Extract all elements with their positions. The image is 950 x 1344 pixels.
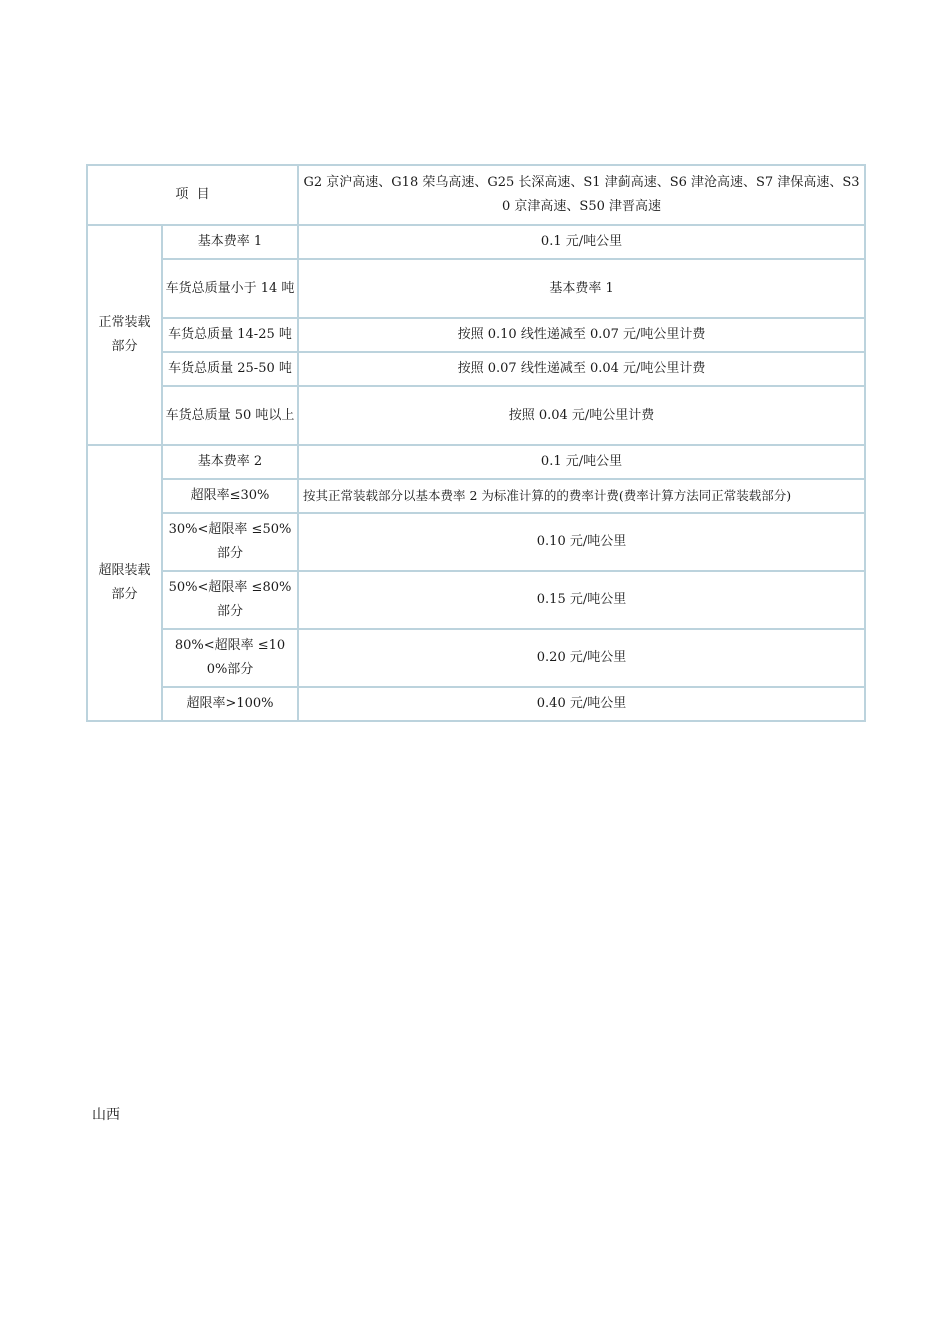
table-row (87, 445, 865, 479)
row-value: 0.10 元/吨公里 (298, 513, 865, 571)
table-row (87, 687, 865, 721)
row-label: 车货总质量 50 吨以上 (162, 386, 298, 445)
province-label: 山西 (92, 1107, 120, 1123)
row-value: 按其正常装载部分以基本费率 2 为标准计算的的费率计费(费率计算方法同正常装载部分) (298, 479, 865, 513)
table-row (87, 259, 865, 318)
row-value: 按照 0.10 线性递减至 0.07 元/吨公里计费 (298, 318, 865, 352)
row-label: 车货总质量 25-50 吨 (162, 352, 298, 386)
table-row (87, 513, 865, 571)
table-row (87, 479, 865, 513)
item-header-cell: 项 目 (87, 165, 298, 225)
row-value: 0.1 元/吨公里 (298, 445, 865, 479)
table-row (87, 225, 865, 259)
row-label: 30%<超限率 ≤50%部分 (162, 513, 298, 571)
table-header-row (87, 165, 865, 225)
row-label: 车货总质量小于 14 吨 (162, 259, 298, 318)
normal-group-label: 正常装载部分 (87, 225, 162, 445)
overlimit-group-label: 超限装载部分 (87, 445, 162, 721)
row-value: 0.15 元/吨公里 (298, 571, 865, 629)
table-row (87, 318, 865, 352)
toll-rate-table (86, 164, 866, 722)
row-value: 0.1 元/吨公里 (298, 225, 865, 259)
table-row (87, 629, 865, 687)
roads-header-cell: G2 京沪高速、G18 荣乌高速、G25 长深高速、S1 津蓟高速、S6 津沧高速、S7 津保高速、S30 京津高速、S50 津晋高速 (298, 165, 865, 225)
row-label: 超限率≤30% (162, 479, 298, 513)
table-row (87, 386, 865, 445)
row-label: 80%<超限率 ≤100%部分 (162, 629, 298, 687)
row-label: 基本费率 2 (162, 445, 298, 479)
row-label: 50%<超限率 ≤80%部分 (162, 571, 298, 629)
row-label: 超限率>100% (162, 687, 298, 721)
row-label: 基本费率 1 (162, 225, 298, 259)
row-label: 车货总质量 14-25 吨 (162, 318, 298, 352)
row-value: 基本费率 1 (298, 259, 865, 318)
table-row (87, 352, 865, 386)
row-value: 0.40 元/吨公里 (298, 687, 865, 721)
row-value: 按照 0.04 元/吨公里计费 (298, 386, 865, 445)
row-value: 按照 0.07 线性递减至 0.04 元/吨公里计费 (298, 352, 865, 386)
row-value: 0.20 元/吨公里 (298, 629, 865, 687)
table-row (87, 571, 865, 629)
